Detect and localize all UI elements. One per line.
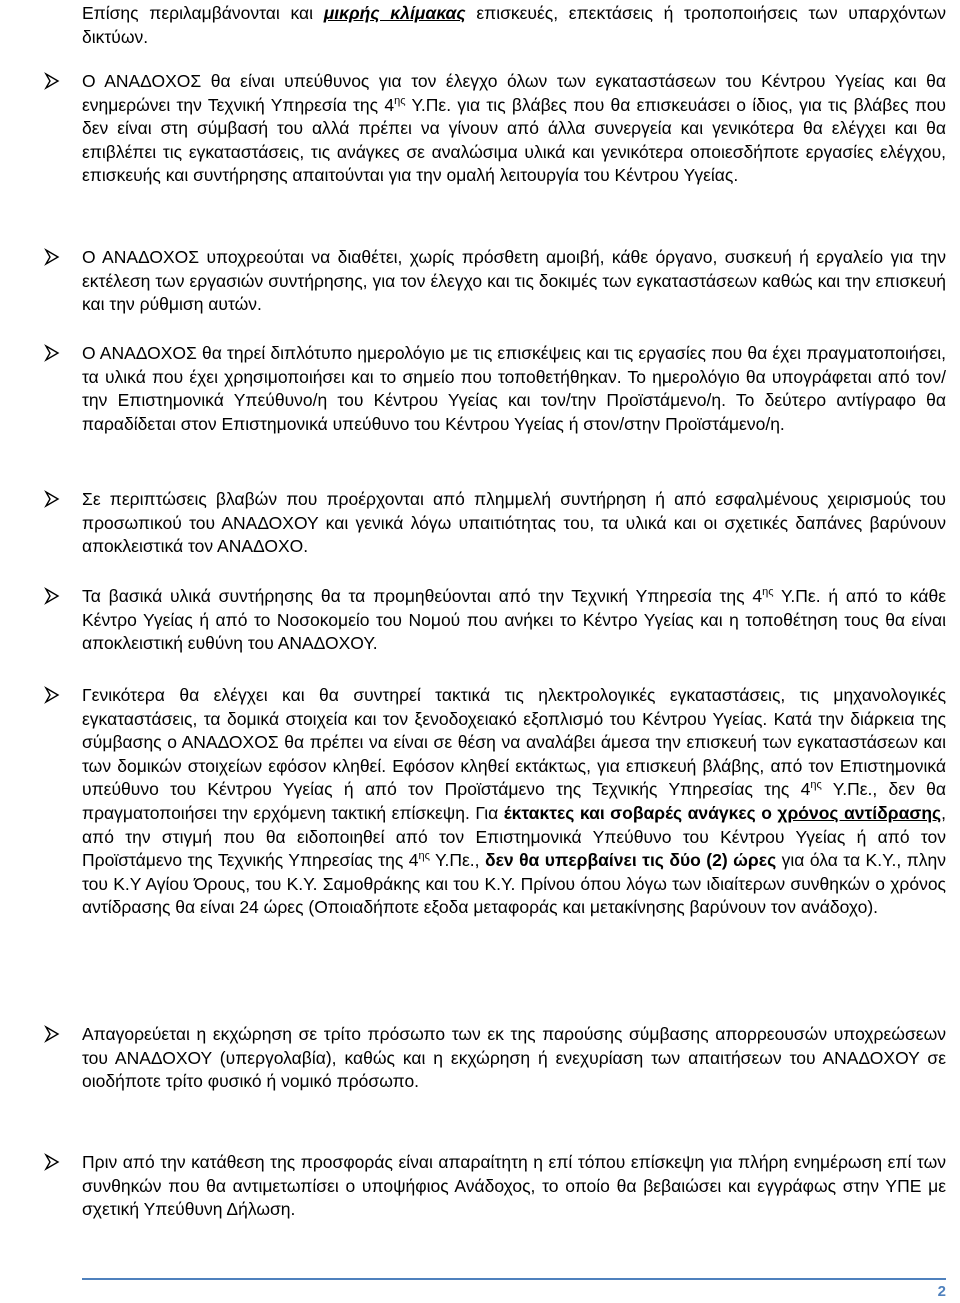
intro-text-2: επισκευές, επεκτάσεις ή τροποποιήσεις των υπαρχόντων δικτύων. xyxy=(82,3,946,47)
paragraph-2: Ο ΑΝΑΔΟΧΟΣ υποχρεούται να διαθέτει, χωρίς πρόσθετη αμοιβή, κάθε όργανο, συσκευή ή εργαλείο για την εκτέλεση των εργασιών συντήρησης, για τον έλεγχο και τις δοκιμές των εγκαταστάσεων καθώς και την επισκευή και την ρύθμιση αυτών. xyxy=(82,247,946,315)
paragraph-7: Απαγορεύεται η εκχώρηση σε τρίτο πρόσωπο των εκ της παρούσης σύμβασης απορρεουσών υποχρεώσεων του ΑΝΑΔΟΧΟΥ (υπεργολαβία), καθώς και η εκχώρηση ή ενεχυρίαση των απαιτήσεων του ΑΝΑΔΟΧΟΥ σε οιοδήποτε τρίτο φυσικό ή νομικό πρόσωπο. xyxy=(82,1024,946,1092)
intro-paragraph xyxy=(82,2,946,49)
arrow-bullet-icon xyxy=(44,686,64,710)
paragraph-8: Πριν από την κατάθεση της προσφοράς είναι απαραίτητη η επί τόπου επίσκεψη για πλήρη ενημέρωση επί των συνθηκών που θα αντιμετωπίσει ο υποψήφιος Ανάδοχος, το οποίο θα βεβαιώσει και εγγράφως στην ΥΠΕ με σχετική Υπεύθυνη Δήλωση. xyxy=(82,1152,946,1220)
paragraph-1: Ο ΑΝΑΔΟΧΟΣ θα είναι υπεύθυνος για τον έλεγχο όλων των εγκαταστάσεων του Κέντρου Υγείας και θα ενημερώνει την Τεχνική Υπηρεσία της $4^{\eta\varsigma}$ Υ.Πε. για τις βλάβες που θα επισκευάσει ο ίδιος, για τις βλάβες που δεν είναι στη σύμβασή του αλλά πρέπει να γίνουν από άλλα συνεργεία και γενικότερα θα ελέγχει και θα επιβλέπει τις εγκαταστάσεις, τις ανάγκες σε αναλώσιμα υλικά και γενικότερα οποιεσδήποτε εργασίες ελέγχου, επισκευής και συντήρησης απαιτούνται για την ομαλή λειτουργία του Κέντρου Υγείας. xyxy=(82,71,947,186)
intro-text-1: Επίσης περιλαμβάνονται και xyxy=(82,3,324,23)
arrow-bullet-icon xyxy=(44,72,64,96)
arrow-bullet-icon xyxy=(44,1153,64,1177)
page-number: 2 xyxy=(937,1283,946,1300)
emphasis-response-time: χρόνος αντίδρασης xyxy=(777,802,942,823)
arrow-bullet-icon xyxy=(44,344,64,368)
paragraph-4: Σε περιπτώσεις βλαβών που προέρχονται από πλημμελή συντήρηση ή από εσφαλμένους χειρισμούς του προσωπικού του ΑΝΑΔΟΧΟΥ και γενικά λόγω υπαιτιότητας του, τα υλικά και οι σχετικές δαπάνες βαρύνουν αποκλειστικά τον ΑΝΑΔΟΧΟ. xyxy=(82,489,946,557)
arrow-bullet-icon xyxy=(44,587,64,611)
paragraph-5: Τα βασικά υλικά συντήρησης θα τα προμηθεύονται από την Τεχνική Υπηρεσία της $4^{\eta\varsigma}$ Υ.Πε. ή από το κάθε Κέντρο Υγείας ή από το Νοσοκομείο του Νομού που ανήκει το Κέντρο Υγείας και η τοποθέτηση τους θα είναι αποκλειστική ευθύνη του ΑΝΑΔΟΧΟΥ. xyxy=(82,586,946,654)
paragraph-3: Ο ΑΝΑΔΟΧΟΣ θα τηρεί διπλότυπο ημερολόγιο με τις επισκέψεις και τις εργασίες που θα έχει πραγματοποιήσει, τα υλικά που έχει χρησιμοποιήσει και το σημείο που τοποθετήθηκαν. Το ημερολόγιο θα υπογράφεται από τον/την Επιστημονικά Υπεύθυνο/η του Κέντρου Υγείας και τον/την Προϊστάμενο/η. Το δεύτερο αντίγραφο θα παραδίδεται στον Επιστημονικά υπεύθυνο του Κέντρου Υγείας ή στον/στην Προϊστάμενο/η. xyxy=(82,343,946,434)
emphasis-two-hours: δεν θα υπερβαίνει τις δύο (2) ώρες xyxy=(484,850,777,871)
intro-emphasis: μικρής κλίμακας xyxy=(323,3,466,23)
arrow-bullet-icon xyxy=(44,490,64,514)
emphasis-urgent-needs: έκτακτες και σοβαρές ανάγκες ο xyxy=(503,802,778,823)
paragraph-6: Γενικότερα θα ελέγχει και θα συντηρεί τακτικά τις ηλεκτρολογικές εγκαταστάσεις, τις μηχανολογικές εγκαταστάσεις, τα δομικά στοιχεία και τον ξενοδοχειακό εξοπλισμό του Κέντρου Υγείας. Κατά την διάρκεια της σύμβασης ο ΑΝΑΔΟΧΟΣ θα πρέπει να είναι σε θέση να αναλάβει άμεσα την επισκευή των εγκαταστάσεων και των δομικών στοιχείων εφόσον κληθεί. Εφόσον κληθεί εκτάκτως, για επισκευή βλάβης, από τον Επιστημονικά υπεύθυνο του Κέντρου Υγείας ή από τον Προϊστάμενο της Τεχνικής Υπηρεσίας της $4^{\eta\varsigma}$ Υ.Πε., δεν θα πραγματοποιήσει την ερχόμενη τακτική επίσκεψη. Για έκτακτες και σοβαρές ανάγκες ο χρόνος αντίδρασης, από την στιγμή που θα ειδοποιηθεί από τον Επιστημονικά Υπεύθυνο του Κέντρου Υγείας ή από τον Προϊστάμενο της Τεχνικής Υπηρεσίας της $4^{\eta\varsigma}$ Υ.Πε., δεν θα υπερβαίνει τις δύο (2) ώρες για όλα τα Κ.Υ., πλην του Κ.Υ Αγίου Όρους, του Κ.Υ. Σαμοθράκης και του Κ.Υ. Πρίνου όπου λόγω των ιδιαίτερων συνθηκών ο χρόνος αντίδρασης θα είναι 24 ώρες (Οποιαδήποτε εξοδα μεταφοράς και μετακίνησης βαρύνουν τον ανάδοχο). xyxy=(82,685,947,918)
arrow-bullet-icon xyxy=(44,248,64,272)
footer-rule xyxy=(82,1278,946,1280)
arrow-bullet-icon xyxy=(44,1025,64,1049)
